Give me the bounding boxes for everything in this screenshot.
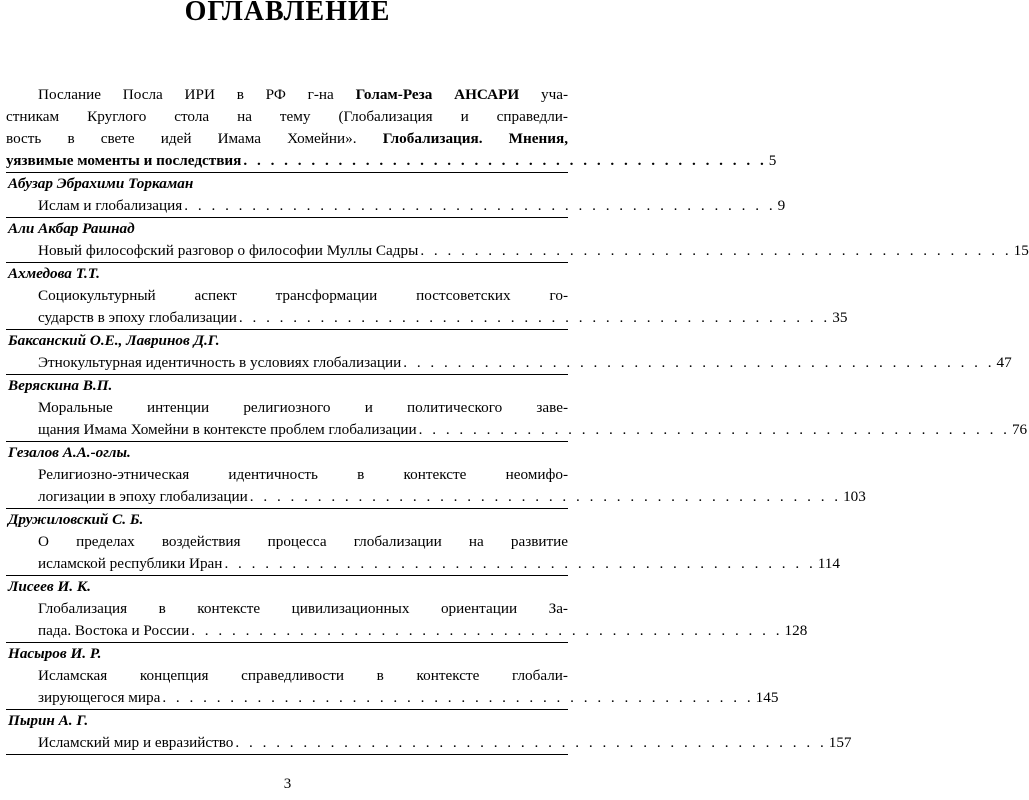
toc-author: Веряскина В.П. <box>8 377 113 394</box>
toc-title-line: щания Имама Хомейни в контексте проблем глобализации <box>38 421 417 438</box>
intro-line-2: стникам Круглого стола на тему (Глобализация и справедли- <box>6 108 568 125</box>
intro-line-3 <box>6 128 568 150</box>
dot-leader: . . . . . . . . . . . . . . . . . . . . . . . . . . . . . . . . . . . . . . . . . . . . <box>191 622 783 639</box>
dot-leader: . . . . . . . . . . . . . . . . . . . . . . . . . . . . . . . . . . . . . . . . . . . . <box>420 242 1012 259</box>
toc-entry <box>6 553 840 575</box>
page-ref: 47 <box>996 354 1012 371</box>
toc-entry <box>6 732 852 754</box>
page-ref: 128 <box>784 622 808 639</box>
page-ref: 114 <box>817 555 840 572</box>
toc-title-line: Ислам и глобализация <box>38 197 183 214</box>
ambassador-name: Голам-Реза АНСАРИ <box>355 86 520 103</box>
dot-leader: . . . . . . . . . . . . . . . . . . . . . . . . . . . . . . . . . . . . . . . . . . . . <box>184 197 776 214</box>
intro-bold-text: Глобализация. Мнения, <box>382 130 568 147</box>
dot-leader: . . . . . . . . . . . . . . . . . . . . . . . . . . . . . . . . . . . . . . . . . . . . <box>418 421 1010 438</box>
toc-title-line: Глобализация в контексте цивилизационных ориентации За- <box>38 600 568 617</box>
dot-leader: . . . . . . . . . . . . . . . . . . . . . . . . . . . . . . . . . . . . . . . . . . . . <box>235 734 827 751</box>
toc-title-line: зирующегося мира <box>38 689 161 706</box>
dot-leader: . . . . . . . . . . . . . . . . . . . . . . . . . . . . . . . . . . . . . . . . . . . . <box>224 555 816 572</box>
page-title: ОГЛАВЛЕНИЕ <box>184 0 391 27</box>
toc-author: Али Акбар Рашнад <box>8 220 135 237</box>
toc-entry <box>6 195 786 217</box>
page-ref: 9 <box>777 197 786 214</box>
toc-title-line: Исламский мир и евразийство <box>38 734 234 751</box>
toc-entry <box>6 240 1029 262</box>
page-ref: 15 <box>1013 242 1029 259</box>
toc-title-line: О пределах воздействия процесса глобализации на развитие <box>38 533 568 550</box>
toc-author: Гезалов А.А.-оглы. <box>8 444 131 461</box>
toc-author: Пырин А. Г. <box>8 712 89 729</box>
intro-text: вость в свете идей Имама Хомейни». <box>6 130 383 147</box>
toc-title-line: логизации в эпоху глобализации <box>38 488 248 505</box>
toc-author: Лисеев И. К. <box>8 578 91 595</box>
page-ref: 35 <box>832 309 848 326</box>
dot-leader: . . . . . . . . . . . . . . . . . . . . . . . . . . . . . . . . . . . . . . . . . . . . <box>162 689 754 706</box>
dot-leader: . . . . . . . . . . . . . . . . . . . . . . . . . . . . . . . . . . . . . . . . . . . . <box>249 488 842 505</box>
toc-title-line: Этнокультурная идентичность в условиях глобализации <box>38 354 402 371</box>
entries-list <box>6 173 1029 755</box>
toc-author: Насыров И. Р. <box>8 645 102 662</box>
page-ref: 76 <box>1011 421 1028 438</box>
toc-author: Баксанский О.Е., Лавринов Д.Г. <box>8 332 220 349</box>
toc-title-line: Социокультурный аспект трансформации постсоветских го- <box>38 287 568 304</box>
toc-entry <box>6 419 1028 441</box>
toc-title-line: пада. Востока и России <box>38 622 190 639</box>
table-of-contents <box>6 84 1029 755</box>
toc-author: Ахмедова Т.Т. <box>8 265 100 282</box>
divider <box>6 754 568 755</box>
toc-entry <box>6 307 848 329</box>
page-ref: 157 <box>828 734 852 751</box>
toc-title-line: Исламская концепция справедливости в контексте глобали- <box>38 667 568 684</box>
intro-line-4 <box>6 150 777 172</box>
page-ref: 145 <box>755 689 779 706</box>
intro-text: уча- <box>519 86 568 103</box>
toc-entry <box>6 486 866 508</box>
toc-title-line: Религиозно-этническая идентичность в контексте неомифо- <box>38 466 568 483</box>
intro-bold-text: уязвимые моменты и последствия <box>6 152 242 169</box>
intro-line-1 <box>6 84 568 106</box>
toc-entry <box>6 687 779 709</box>
toc-title-line: исламской республики Иран <box>38 555 223 572</box>
toc-title-line: Новый философский разговор о философии Муллы Садры <box>38 242 419 259</box>
dot-leader: . . . . . . . . . . . . . . . . . . . . . . . . . . . . . . . . . . . . . . . . . . . . <box>403 354 995 371</box>
intro-text: Послание Посла ИРИ в РФ г-на <box>38 86 356 103</box>
page-ref: 5 <box>768 152 777 169</box>
toc-title-line: Моральные интенции религиозного и политического заве- <box>38 399 568 416</box>
dot-leader: . . . . . . . . . . . . . . . . . . . . . . . . . . . . . . . . . . . . . . . . . . . . <box>238 309 831 326</box>
dot-leader: . . . . . . . . . . . . . . . . . . . . . . . . . . . . . . . . . . . . . . . <box>243 152 767 169</box>
toc-entry <box>6 352 1012 374</box>
toc-author: Дружиловский С. Б. <box>8 511 144 528</box>
toc-title-line: сударств в эпоху глобализации <box>38 309 237 326</box>
toc-author: Абузар Эбрахими Торкаман <box>8 175 194 192</box>
page-number: 3 <box>283 776 292 792</box>
page-ref: 103 <box>843 488 866 505</box>
toc-entry <box>6 620 808 642</box>
